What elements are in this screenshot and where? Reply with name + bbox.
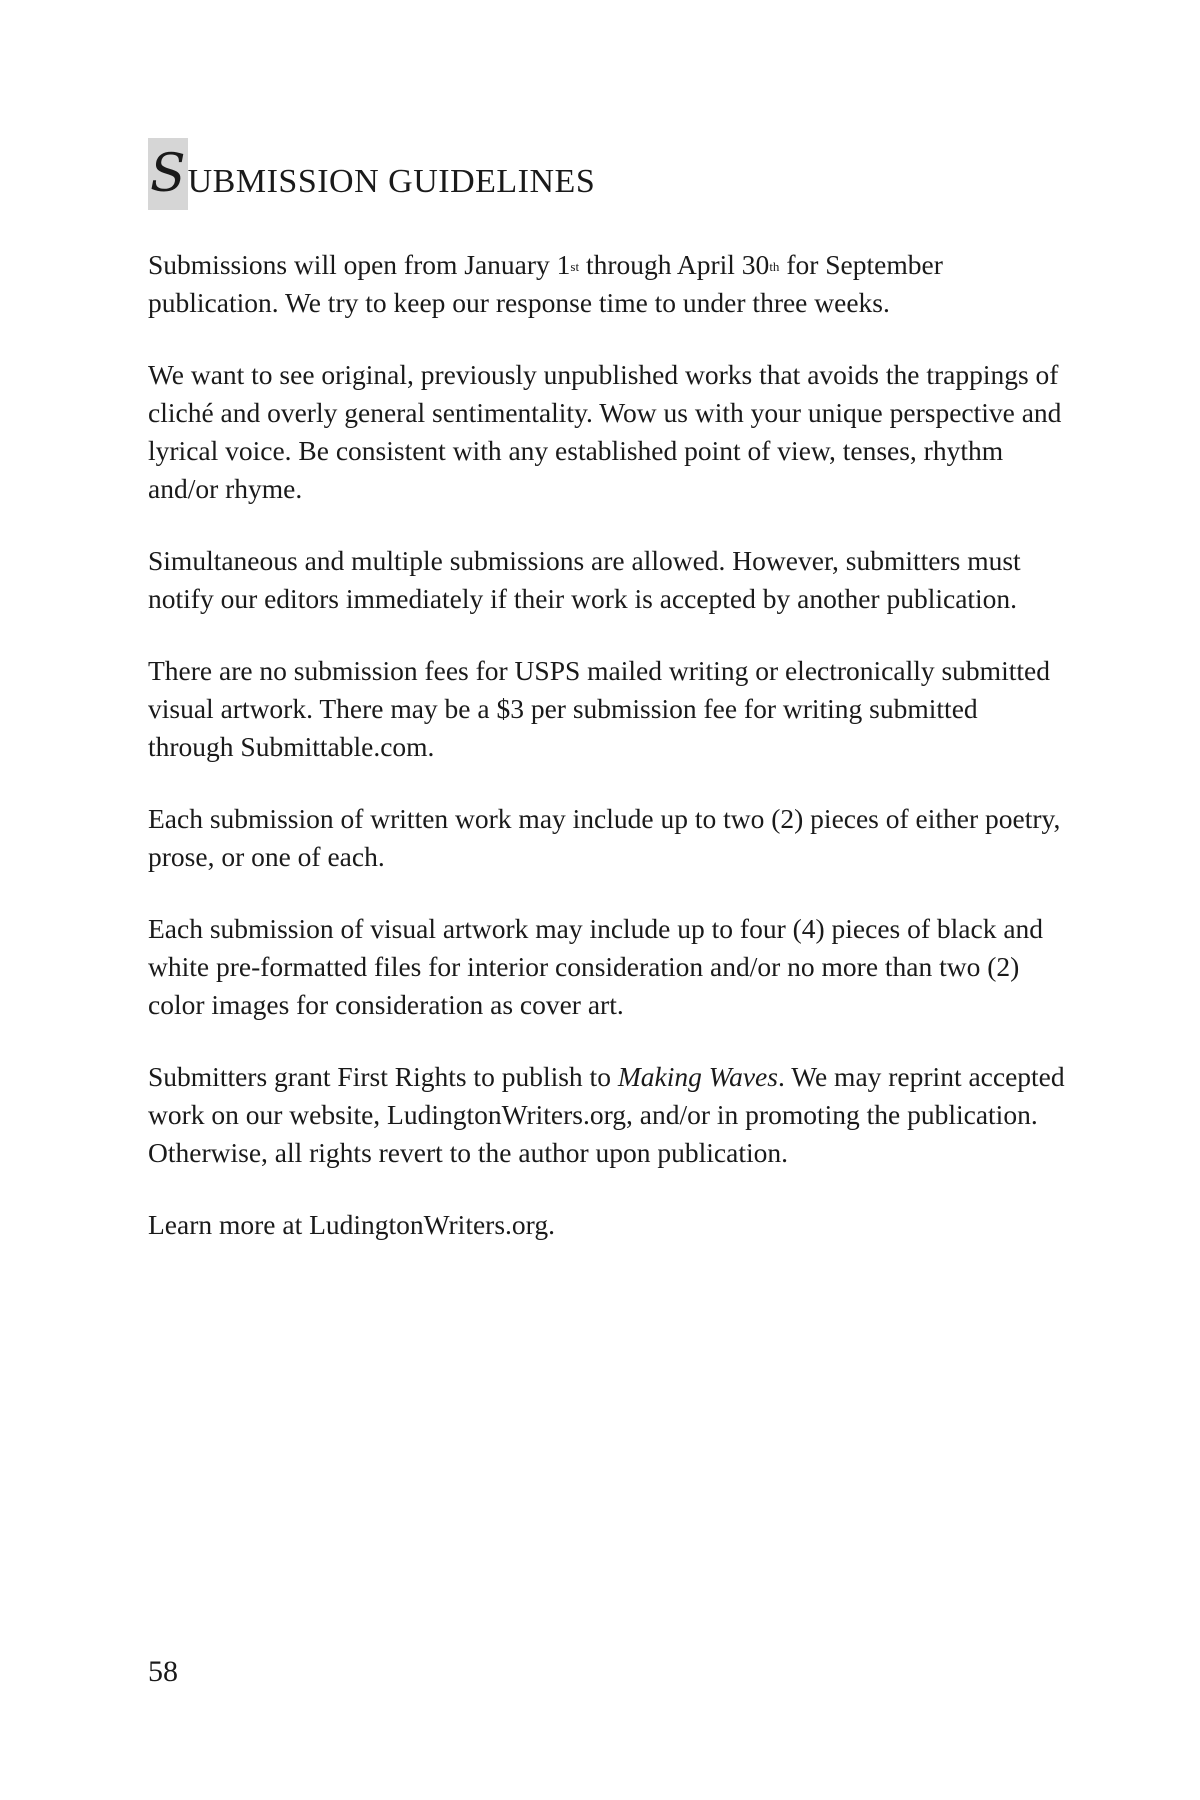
paragraph-text: Submissions will open from January 1 [148,249,571,280]
paragraph-text: Submitters grant First Rights to publish to [148,1061,618,1092]
paragraph-text: through April 30 [579,249,770,280]
paragraph-submission-dates [148,246,1068,322]
paragraph-rights [148,1058,1068,1172]
heading-dropcap: S [148,138,188,210]
paragraph-text: for September publication. We try to keep our response time to under three weeks. [148,249,943,318]
paragraph-fees: There are no submission fees for USPS mailed writing or electronically submitted visual artwork. There may be a $3 per submission fee for writing submitted through Submittable.com. [148,655,1050,762]
paragraph-learn-more: Learn more at LudingtonWriters.org. [148,1209,555,1240]
section-heading [148,138,595,210]
ordinal-suffix: st [570,259,580,274]
heading-text: UBMISSION GUIDELINES [187,163,596,200]
page-number: 58 [148,1655,178,1688]
paragraph-simultaneous: Simultaneous and multiple submissions are allowed. However, submitters must notify our editors immediately if their work is accepted by another publication. [148,545,1021,614]
publication-title: Making Waves [617,1061,778,1092]
paragraph-written-work: Each submission of written work may include up to two (2) pieces of either poetry, prose, or one of each. [148,803,1061,872]
paragraph-text: . We may reprint accepted work on our website, LudingtonWriters.org, and/or in promoting the publication. Otherwise, all rights revert to the author upon publication. [148,1061,1065,1168]
ordinal-suffix: th [769,259,780,274]
paragraph-visual-artwork: Each submission of visual artwork may include up to four (4) pieces of black and white pre-formatted files for interior consideration and/or no more than two (2) color images for consideration as cover art. [148,913,1044,1020]
guidelines-body [148,246,1068,1278]
paragraph-original-works: We want to see original, previously unpublished works that avoids the trappings of cliché and overly general sentimentality. Wow us with your unique perspective and lyrical voice. Be consistent with any established point of view, tenses, rhythm and/or rhyme. [148,359,1062,504]
